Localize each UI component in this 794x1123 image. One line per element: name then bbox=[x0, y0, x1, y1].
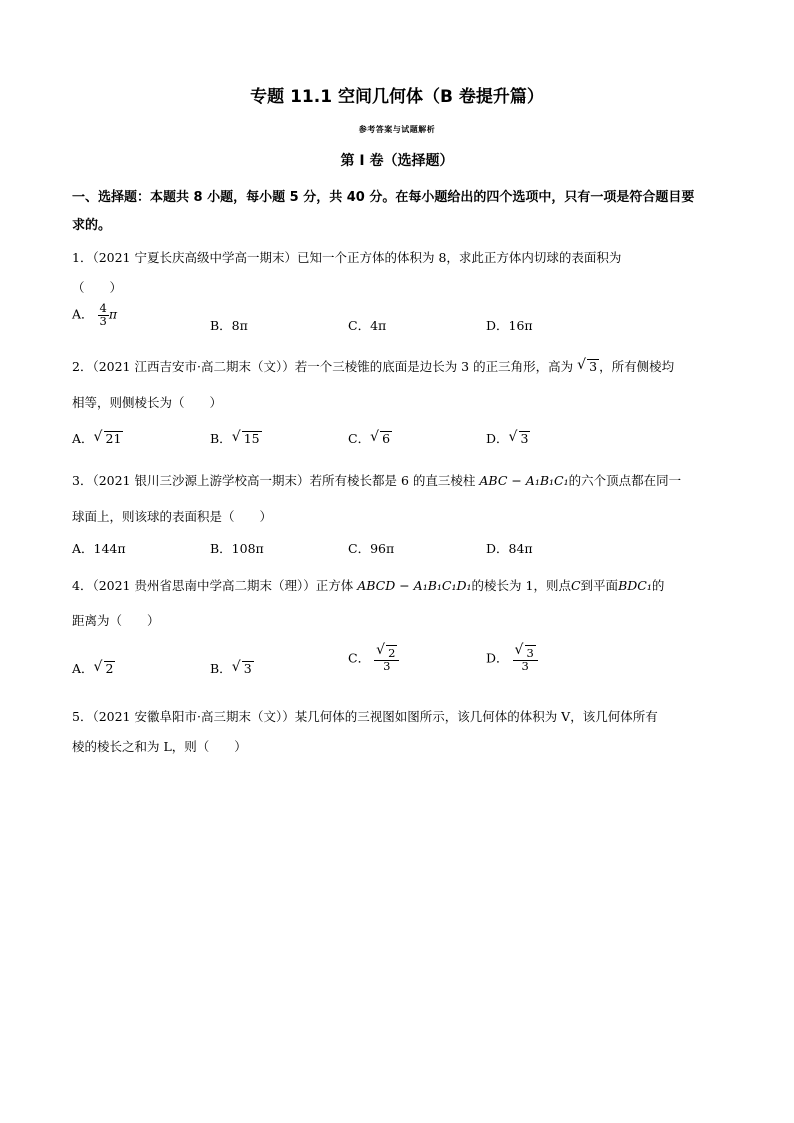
q3-option-b: B．108π bbox=[210, 541, 264, 556]
question-4-line2: 距离为（ ） bbox=[72, 613, 160, 628]
q2-option-a: A．√ 21 bbox=[72, 429, 123, 447]
q1-option-b: B．8π bbox=[210, 318, 248, 333]
q4-option-b: B．√ 3 bbox=[210, 659, 254, 677]
q4-option-c: C． √ $\frac{2}{3}$ bbox=[348, 645, 399, 673]
volume-heading: 第 I 卷（选择题） bbox=[340, 153, 454, 169]
q1-option-d: D．16π bbox=[486, 318, 533, 333]
q1-option-a: A． $\frac{4}{3}$ π bbox=[72, 301, 118, 328]
question-4-line1: 4．（2021 贵州省思南中学高二期末（理））正方体 ABCD − A₁B₁C₁D₁的棱长为 1，则点C到平面BDC₁的 bbox=[72, 578, 665, 593]
section-instructions-line2: 求的。 bbox=[72, 218, 112, 233]
question-2-line2: 相等，则侧棱长为（ ） bbox=[72, 395, 223, 410]
q2-option-d: D．√ 3 bbox=[486, 429, 530, 447]
q1-option-a-fraction: $\frac{4}{3}$ bbox=[99, 301, 107, 328]
question-5-line1: 5．（2021 安徽阜阳市·高三期末（文））某几何体的三视图如图所示，该几何体的体积为 V，该几何体所有 bbox=[72, 709, 658, 724]
question-5-line2: 棱的棱长之和为 L，则（ ） bbox=[72, 739, 247, 754]
question-3-line1: 3．（2021 银川三沙源上游学校高一期末）若所有棱长都是 6 的直三棱柱 ABC − A₁B₁C₁的六个顶点都在同一 bbox=[72, 473, 682, 488]
q3-option-c: C．96π bbox=[348, 541, 395, 556]
q2-option-b: B．√ 15 bbox=[210, 429, 262, 447]
section-instructions-line1: 一、选择题：本题共 8 小题，每小题 5 分，共 40 分。在每小题给出的四个选项中，只有一项是符合题目要 bbox=[72, 190, 695, 205]
question-1-line1: 1．（2021 宁夏长庆高级中学高一期末）已知一个正方体的体积为 8，求此正方体内切球的表面积为 bbox=[72, 250, 622, 265]
page-title: 专题 11.1 空间几何体（B 卷提升篇） bbox=[250, 87, 544, 107]
q2-option-c: C．√ 6 bbox=[348, 429, 392, 447]
q1-option-c: C．4π bbox=[348, 318, 387, 333]
q3-prism-name: ABC − A₁B₁C₁ bbox=[479, 473, 569, 488]
q4-option-a: A．√ 2 bbox=[72, 659, 115, 677]
q4-cube-name: ABCD − A₁B₁C₁D₁ bbox=[357, 578, 472, 593]
q4-option-d: D． √ $\frac{3}{3}$ bbox=[486, 645, 538, 673]
page-subtitle: 参考答案与试题解析 bbox=[358, 125, 436, 134]
question-1-line2: （ ） bbox=[72, 280, 123, 295]
q3-option-a: A．144π bbox=[72, 541, 126, 556]
question-2-line1: 2．（2021 江西吉安市·高二期末（文））若一个三棱锥的底面是边长为 3 的正三角形，高为 √ 3 ，所有侧棱均 bbox=[72, 357, 674, 375]
q2-height-radical: √ 3 bbox=[577, 359, 599, 374]
question-3-line2: 球面上，则该球的表面积是（ ） bbox=[72, 509, 273, 524]
q3-option-d: D．84π bbox=[486, 541, 533, 556]
